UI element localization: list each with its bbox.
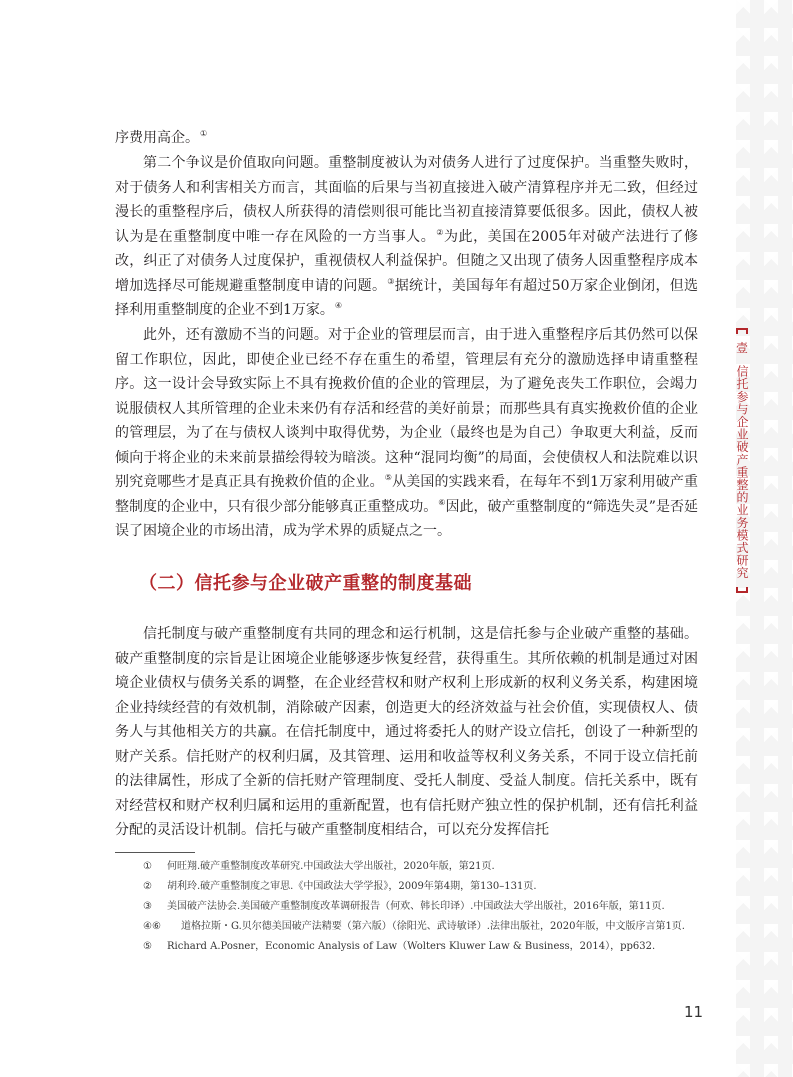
footnote-item: ⑤ Richard A.Posner，Economic Analysis of Law（Wolters Kluwer Law & Business，2014），pp632.: [143, 941, 656, 952]
footnote-ref: ③: [387, 276, 395, 286]
footnote-ref: ⑤: [384, 473, 393, 483]
chapter-number: 壹: [735, 341, 748, 355]
paragraph-incentive: 此外，还有激励不当的问题。对于企业的管理层而言，由于进入重整程序后其仍然可以保留工作职位，因此，即使企业已经不存在重生的希望，管理层有充分的激励选择申请重整程序。这一设计会导致实际上不具有挽救价值的企业的管理层，为了避免丧失工作职位，会竭力说服债权人其所管理的企业未来仍有存活和经营的美好前景；而那些具有真实挽救价值的企业的管理层，为了在与债权人谈判中取得优势，为企业（最终也是为自己）争取更大利益，反而倾向于将企业的未来前景描绘得较为暗淡。这种“混同均衡”的局面，会使债权人和法院难以识别究竟哪些才是真正具有挽救价值的企业。⑤从美国的实践来看，在每年不到1万家利用破产重整制度的企业中，只有很少部分能够真正重整成功。⑥因此，破产重整制度的“筛选失灵”是否延误了困境企业的市场出清，成为学术界的质疑点之一。: [115, 327, 699, 539]
paragraph-value-orientation: 第二个争议是价值取向问题。重整制度被认为对债务人进行了过度保护。当重整失败时，对于债务人和利害相关方而言，其面临的后果与当初直接进入破产清算程序并无二致，但经过漫长的重整程序后，债权人所获得的清偿则很可能比当初直接清算要低很多。因此，债权人被认为是在重整制度中唯一存在风险的一方当事人。②为此，美国在2005年对破产法进行了修改，纠正了对债务人过度保护，重视债权人利益保护。但随之又出现了债务人因重整程序成本增加选择尽可能规避重整制度申请的问题。③据统计，美国每年有超过50万家企业倒闭，但选择利用重整制度的企业不到1万家。④: [115, 155, 699, 318]
footnote-item: ② 胡利玲.破产重整制度之审思.《中国政法大学学报》，2009年第4期，第130–131页.: [143, 881, 537, 892]
footnote-divider: [115, 852, 195, 853]
footnote-ref: ⑥: [438, 497, 446, 507]
paragraph-continuation: 序费用高企。①: [115, 129, 208, 146]
footnote-item: ① 何旺翔.破产重整制度改革研究.中国政法大学出版社，2020年版，第21页.: [143, 861, 495, 872]
chapter-side-tab: [727, 328, 757, 593]
footnote-ref: ②: [436, 227, 444, 237]
footnotes: [115, 857, 698, 957]
footnote-item: ③ 美国破产法协会.美国破产重整制度改革调研报告（何欢、韩长印译）.中国政法大学出版社，2016年版，第11页.: [143, 901, 665, 912]
page-number: 11: [684, 1003, 704, 1021]
footnote-item: ④⑥ 道格拉斯・G.贝尔德美国破产法精要（第六版）（徐阳光、武诗敏译）.法律出版社，2020年版，中文版序言第1页.: [143, 921, 685, 932]
chapter-title: 信托参与企业破产重整的业务模式研究: [735, 365, 749, 580]
footnote-ref: ①: [200, 129, 208, 139]
section-heading: （二）信托参与企业破产重整的制度基础: [139, 573, 472, 594]
paragraph-trust-basis: 信托制度与破产重整制度有共同的理念和运行机制，这是信托参与企业破产重整的基础。破产重整制度的宗旨是让困境企业能够逐步恢复经营，获得重生。其所依赖的机制是通过对困境企业债权与债务关系的调整，在企业经营权和财产权利上形成新的权利义务关系，构建困境企业持续经营的有效机制，消除破产因素，创造更大的经济效益与社会价值，实现债权人、债务人与其他相关方的共赢。在信托制度中，通过将委托人的财产设立信托，创设了一种新型的财产关系。信托财产的权利归属，及其管理、运用和收益等权利义务关系，不同于设立信托前的法律属性，形成了全新的信托财产管理制度、受托人制度、受益人制度。信托关系中，既有对经营权和财产权利归属和运用的重新配置，也有信托财产独立性的保护机制，还有信托利益分配的灵活设计机制。信托与破产重整制度相结合，可以充分发挥信托: [115, 626, 698, 838]
bracket-bottom-icon: [736, 587, 748, 593]
footnote-ref: ④: [334, 301, 343, 311]
bracket-top-icon: [736, 328, 748, 334]
